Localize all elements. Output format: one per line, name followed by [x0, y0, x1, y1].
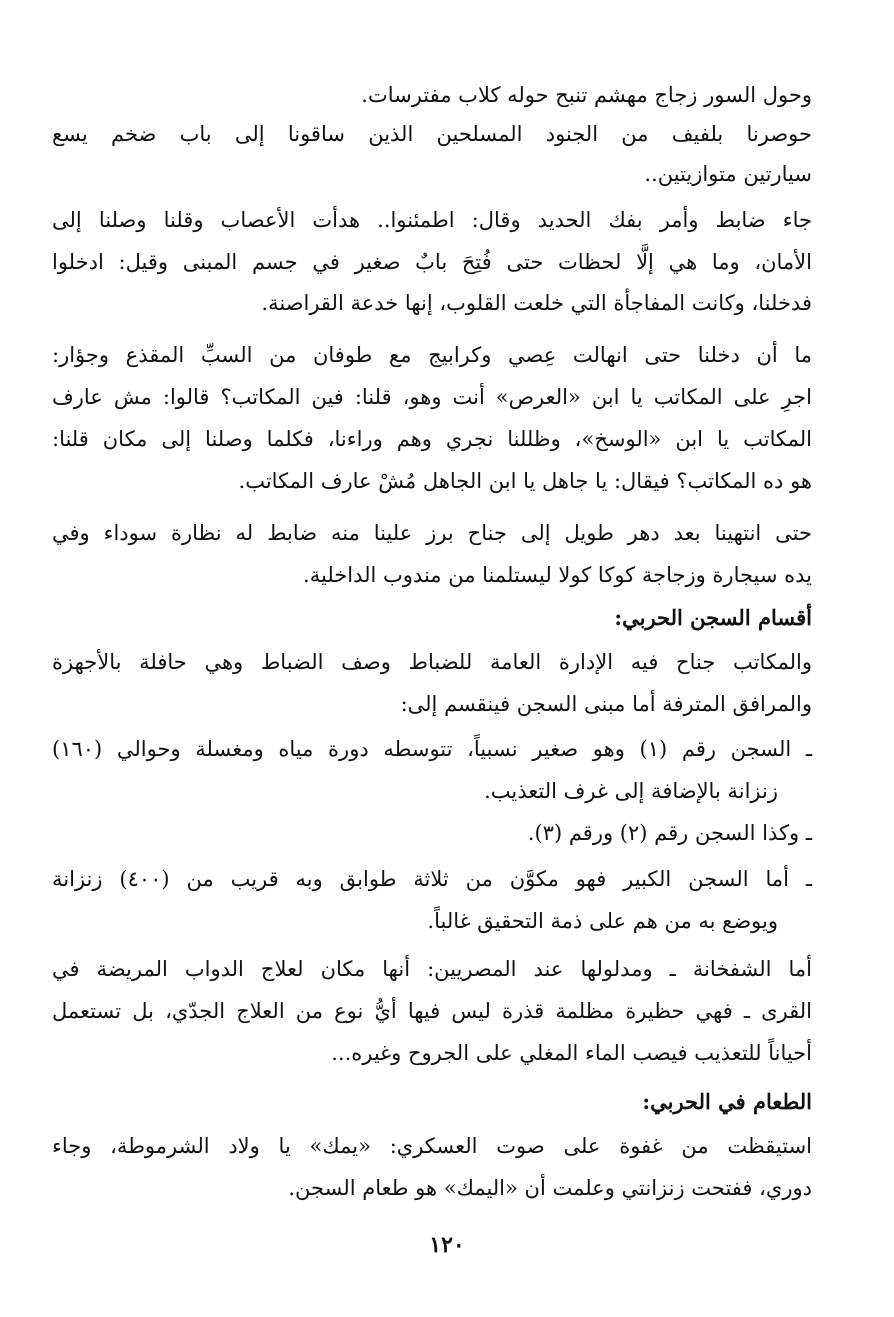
list-item: ـ وكذا السجن رقم (٢) ورقم (٣). [527, 821, 812, 845]
text-line: ما أن دخلنا حتى انهالت عِصي وكرابيج مع طوفان من السبِّ المقذع وجؤار: [52, 343, 812, 367]
list-item: ـ السجن رقم (١) وهو صغير نسبياً، تتوسطه دورة مياه ومغسلة وحوالي (١٦٠) [52, 737, 812, 761]
text-line: اجرِ على المكاتب يا ابن «العرص» أنت وهو، قلنا: فين المكاتب؟ قالوا: مش عارف [52, 385, 812, 409]
text-line: استيقظت من غفوة على صوت العسكري: «يمك» يا ولاد الشرموطة، وجاء [52, 1134, 812, 1158]
text-line: أحياناً للتعذيب فيصب الماء المغلي على الجروح وغيره... [331, 1041, 812, 1065]
section-heading: أقسام السجن الحربي: [614, 605, 812, 630]
text-line: القرى ـ فهي حظيرة مظلمة قذرة ليس فيها أيُّ نوع من العلاج الجدّي، بل تستعمل [52, 999, 812, 1023]
text-line: المكاتب يا ابن «الوسخ»، وظللنا نجري وهم وراءنا، فكلما وصلنا إلى مكان قلنا: [52, 427, 812, 451]
text-line: حوصرنا بلفيف من الجنود المسلحين الذين ساقونا إلى باب ضخم يسع [52, 122, 812, 146]
text-line: وحول السور زجاج مهشم تنبح حوله كلاب مفترسات. [361, 83, 812, 107]
text-line: جاء ضابط وأمر بفك الحديد وقال: اطمئنوا.. هدأت الأعصاب وقلنا وصلنا إلى [52, 208, 812, 232]
text-line: دوري، ففتحت زنزانتي وعلمت أن «اليمك» هو طعام السجن. [288, 1176, 812, 1200]
text-line: والمرافق المترفة أما مبنى السجن فينقسم إلى: [400, 692, 812, 716]
list-item-continuation: ويوضع به من هم على ذمة التحقيق غالباً. [427, 909, 778, 933]
text-line: سيارتين متوازيتين.. [644, 162, 812, 186]
text-line: هو ده المكاتب؟ فيقال: يا جاهل يا ابن الجاهل مُشْ عارف المكاتب. [238, 469, 812, 493]
text-line: والمكاتب جناح فيه الإدارة العامة للضباط وصف الضباط وهي حافلة بالأجهزة [52, 650, 812, 674]
text-line: حتى انتهينا بعد دهر طويل إلى جناح برز علينا منه ضابط له نظارة سوداء وفي [52, 521, 812, 545]
list-item-continuation: زنزانة بالإضافة إلى غرف التعذيب. [484, 779, 778, 803]
section-heading: الطعام في الحربي: [642, 1089, 812, 1114]
list-item: ـ أما السجن الكبير فهو مكوَّن من ثلاثة طوابق وبه قريب من (٤٠٠) زنزانة [52, 867, 812, 891]
text-line: أما الشفخانة ـ ومدلولها عند المصريين: أنها مكان لعلاج الدواب المريضة في [52, 957, 812, 981]
text-line: يده سيجارة وزجاجة كوكا كولا ليستلمنا من مندوب الداخلية. [303, 563, 812, 587]
text-line: فدخلنا، وكانت المفاجأة التي خلعت القلوب، إنها خدعة القراصنة. [261, 291, 812, 315]
text-line: الأمان، وما هي إلَّا لحظات حتى فُتِحَ بابٌ صغير في جسم المبنى وقيل: ادخلوا [52, 250, 812, 274]
page-number: ١٢٠ [429, 1232, 465, 1258]
